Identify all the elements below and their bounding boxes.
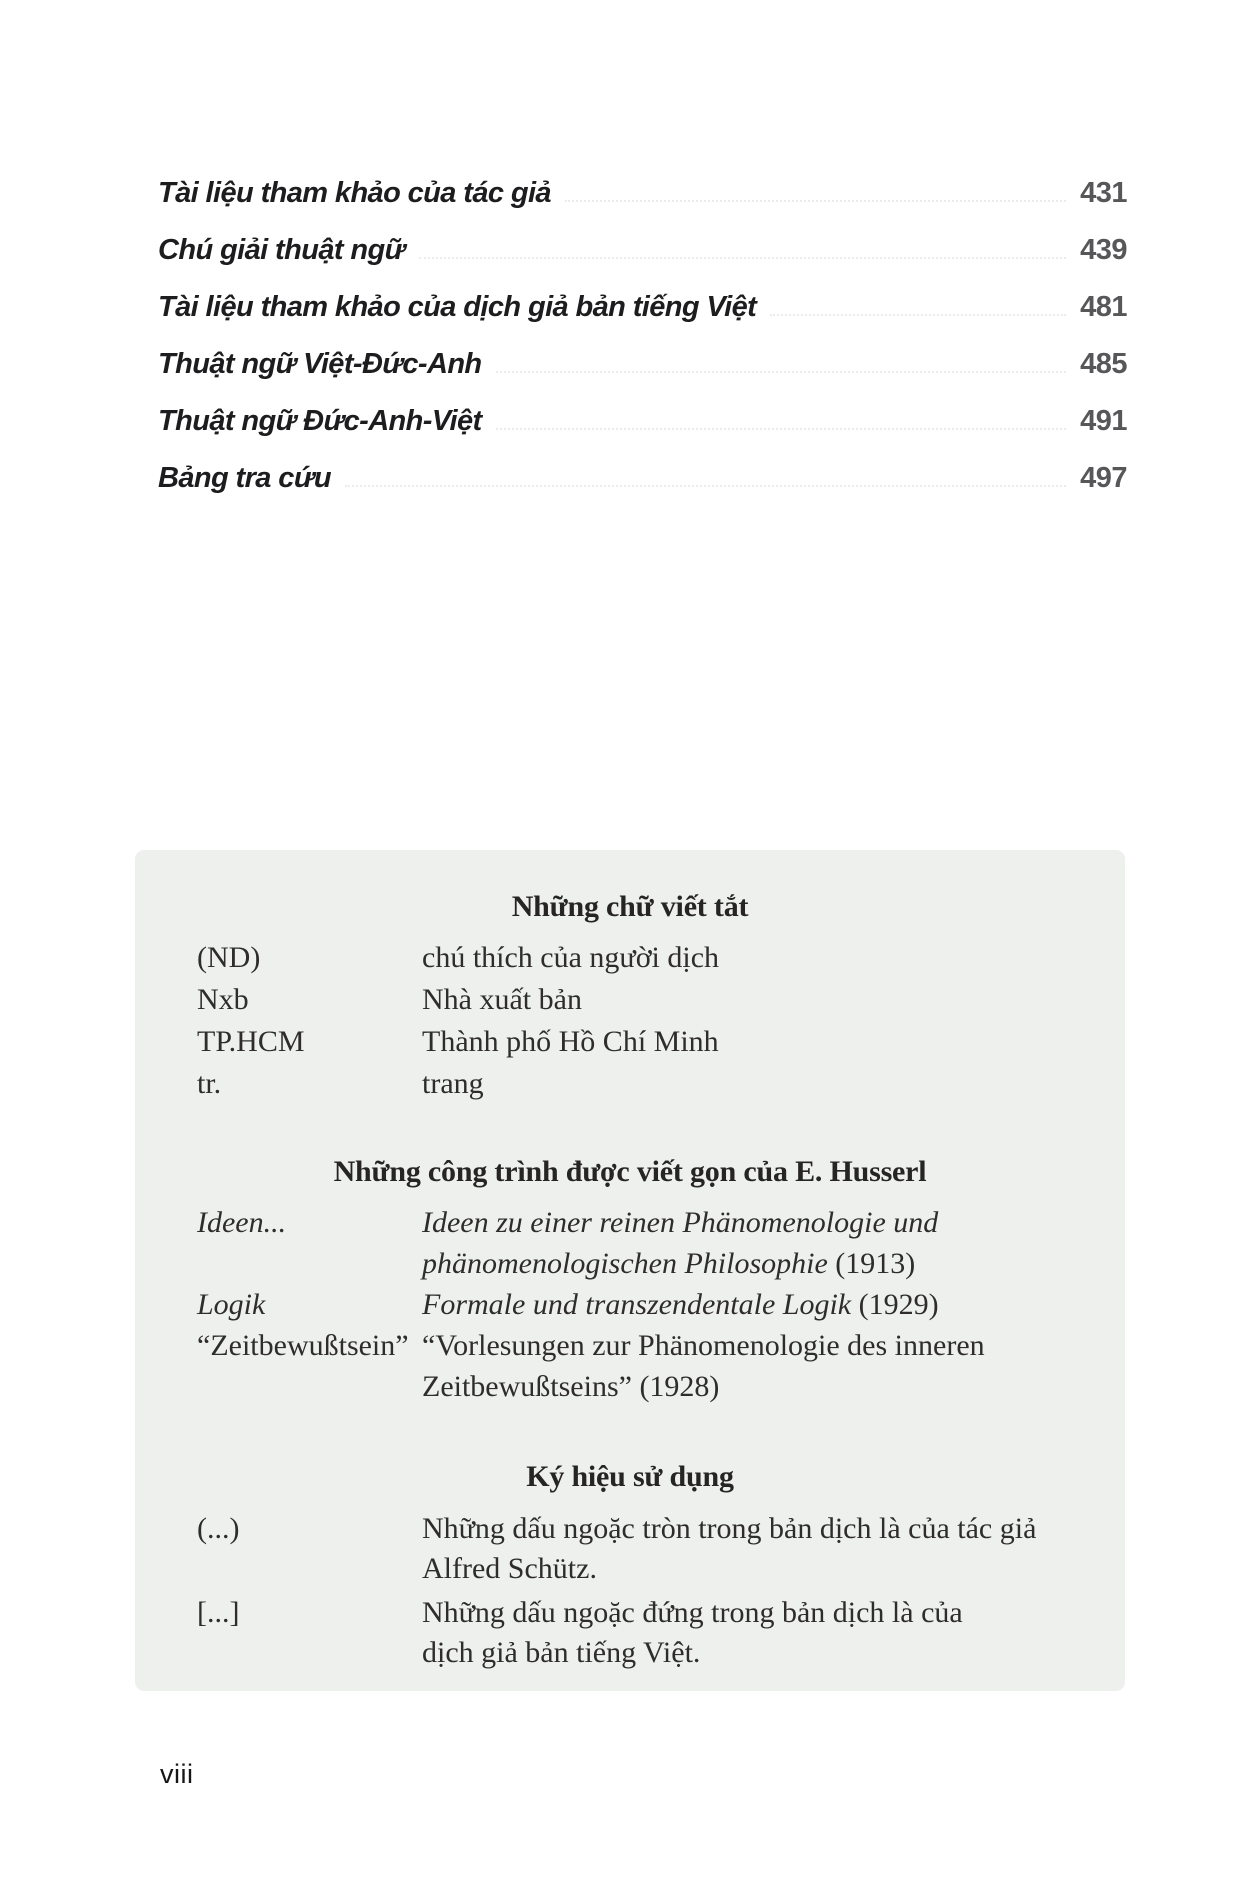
abbreviation-row: [135, 1021, 1125, 1063]
symbol-row: [135, 1509, 1125, 1589]
toc-entry-page: 491: [1080, 405, 1127, 437]
symbol-definition-line: Những dấu ngoặc tròn trong bản dịch là của tác giả: [422, 1512, 1037, 1545]
work-definition: [422, 1202, 1081, 1284]
toc-entry-page: 497: [1080, 462, 1127, 494]
abbreviation-definition: chú thích của người dịch: [422, 941, 720, 974]
work-row: [135, 1284, 1125, 1325]
abbreviation-term: TP.HCM: [197, 1025, 305, 1058]
dotted-leader: [345, 485, 1066, 487]
toc-entry-title: Bảng tra cứu: [158, 462, 332, 494]
work-term: “Zeitbewußtsein”: [197, 1329, 409, 1362]
symbols-heading: Ký hiệu sử dụng: [526, 1460, 734, 1493]
dotted-leader: [496, 371, 1067, 373]
abbreviations-heading: Những chữ viết tắt: [511, 890, 749, 923]
abbreviation-row: [135, 937, 1125, 979]
work-term: Logik: [197, 1288, 266, 1321]
abbreviation-definition: Nhà xuất bản: [422, 983, 582, 1016]
toc-entry-title: Chú giải thuật ngữ: [158, 234, 405, 266]
toc-entry: [158, 325, 1127, 382]
works-heading: Những công trình được viết gọn của E. Husserl: [333, 1155, 927, 1188]
abbreviation-row: [135, 1063, 1125, 1105]
toc-entry-title: Thuật ngữ Đức-Anh-Việt: [158, 405, 482, 437]
toc-entry-page: 485: [1080, 348, 1127, 380]
symbol-term: (...): [197, 1512, 240, 1545]
symbols-list: [135, 1509, 1125, 1673]
abbreviation-term: (ND): [197, 941, 261, 974]
toc-entry: [158, 382, 1127, 439]
abbreviation-row: [135, 979, 1125, 1021]
symbol-term: [...]: [197, 1596, 240, 1629]
work-definition-line: Ideen zu einer reinen Phänomenologie und: [422, 1206, 939, 1239]
toc-entry: [158, 268, 1127, 325]
dotted-leader: [770, 314, 1066, 316]
dotted-leader: [419, 257, 1066, 259]
toc-entry-page: 481: [1080, 291, 1127, 323]
work-term: Ideen...: [197, 1206, 287, 1239]
abbreviations-list: [135, 937, 1125, 1105]
toc-entry: [158, 154, 1127, 211]
dotted-leader: [496, 428, 1067, 430]
work-definition-line: Zeitbewußtseins” (1928): [422, 1370, 720, 1403]
symbol-definition-line: dịch giả bản tiếng Việt.: [422, 1636, 701, 1669]
abbreviation-definition: Thành phố Hồ Chí Minh: [422, 1025, 719, 1058]
symbol-definition: [422, 1509, 1081, 1589]
abbreviation-term: tr.: [197, 1067, 222, 1100]
dotted-leader: [565, 200, 1066, 202]
symbol-row: [135, 1593, 1125, 1673]
work-definition-line: Formale und transzendentale Logik (1929): [422, 1288, 939, 1321]
abbreviations-panel: [135, 850, 1125, 1691]
work-definition-line: “Vorlesungen zur Phänomenologie des inneren: [422, 1329, 985, 1362]
work-definition: [422, 1325, 1081, 1407]
symbol-definition-line: Alfred Schütz.: [422, 1552, 597, 1585]
toc-entry-page: 431: [1080, 177, 1127, 209]
toc-entry: [158, 439, 1127, 496]
toc-entry-title: Tài liệu tham khảo của dịch giả bản tiếng Việt: [158, 291, 757, 323]
toc-entry-title: Thuật ngữ Việt-Đức-Anh: [158, 348, 482, 380]
table-of-contents: [158, 154, 1127, 496]
work-row: [135, 1202, 1125, 1284]
works-list: [135, 1202, 1125, 1407]
abbreviation-definition: trang: [422, 1067, 484, 1100]
symbol-definition-line: Những dấu ngoặc đứng trong bản dịch là của: [422, 1596, 963, 1629]
symbol-definition: [422, 1593, 1081, 1673]
toc-entry: [158, 211, 1127, 268]
page-number: viii: [160, 1759, 194, 1789]
work-definition-line: phänomenologischen Philosophie (1913): [422, 1247, 916, 1280]
toc-entry-title: Tài liệu tham khảo của tác giả: [158, 177, 551, 209]
work-definition: [422, 1284, 1081, 1325]
abbreviation-term: Nxb: [197, 983, 249, 1016]
toc-entry-page: 439: [1080, 234, 1127, 266]
work-row: [135, 1325, 1125, 1407]
